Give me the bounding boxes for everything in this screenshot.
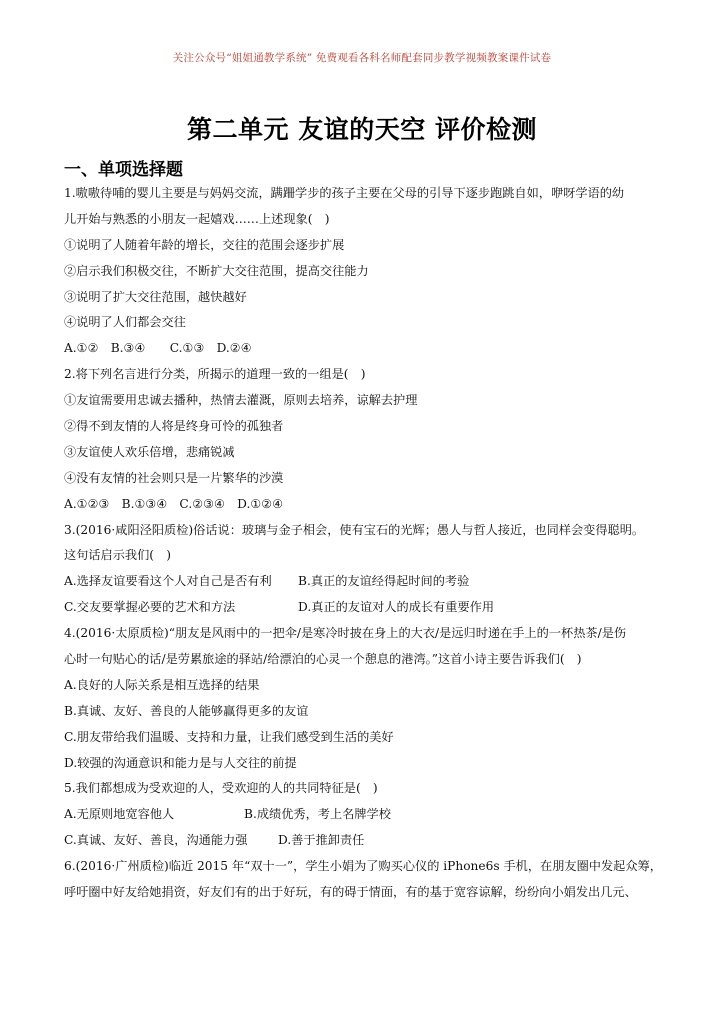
answer-option: D.真正的友谊对人的成长有重要作用 <box>298 600 495 615</box>
answer-options: A.①②③ B.①③④ C.②③④ D.①②④ <box>64 496 284 511</box>
answer-option: C.真诚、友好、善良，沟通能力强 <box>64 833 248 848</box>
answer-option: C.交友要掌握必要的艺术和方法 <box>64 600 236 615</box>
question-2 <box>64 362 668 517</box>
statement-item: ③友谊使人欢乐倍增，悲痛锐减 <box>64 444 235 459</box>
question-stem-line: 4.(2016·太原质检)“朋友是风雨中的一把伞/是寒冷时披在身上的大衣/是远归时递在手上的一杯热茶/是伤 <box>64 626 627 641</box>
document-title: 第二单元 友谊的天空 评价检测 <box>187 115 537 144</box>
answer-option: B.真诚、友好、善良的人能够赢得更多的友谊 <box>64 703 309 718</box>
statement-item: ④没有友情的社会则只是一片繁华的沙漠 <box>64 470 284 485</box>
answer-option: B.成绩优秀，考上名牌学校 <box>244 807 391 822</box>
question-stem-line: 这句话启示我们( ) <box>64 548 172 563</box>
answer-options: A.①② B.③④ C.①③ D.②④ <box>64 341 252 356</box>
answer-option-row <box>64 569 668 595</box>
question-3 <box>64 518 668 622</box>
question-stem-line: 呼吁圈中好友给她捐资，好友们有的出于好玩，有的碍于情面，有的基于宽容谅解，纷纷向小娟发出几元、 <box>64 885 637 900</box>
question-stem-line: 儿开始与熟悉的小朋友一起嬉戏……上述现象( ) <box>64 211 330 226</box>
statement-item: ②得不到友情的人将是终身可怜的孤独者 <box>64 419 284 434</box>
answer-option: A.良好的人际关系是相互选择的结果 <box>64 677 260 692</box>
answer-option: C.朋友带给我们温暖、支持和力量，让我们感受到生活的美好 <box>64 729 394 744</box>
answer-option-row <box>64 802 668 828</box>
question-6 <box>64 854 668 906</box>
question-stem-line: 2.将下列名言进行分类，所揭示的道理一致的一组是( ) <box>64 367 366 382</box>
statement-item: ①友谊需要用忠诚去播种，热情去灌溉，原则去培养，谅解去护理 <box>64 393 418 408</box>
answer-option-row <box>64 828 668 854</box>
question-stem-line: 3.(2016·咸阳泾阳质检)俗话说：玻璃与金子相会，使有宝石的光辉；愚人与哲人接近，也同样会变得聪明。 <box>64 522 645 537</box>
statement-item: ③说明了扩大交往范围，越快越好 <box>64 289 247 304</box>
statement-item: ④说明了人们都会交往 <box>64 315 186 330</box>
header-banner: 关注公众号“姐姐通教学系统” 免费观看各科名师配套同步教学视频教案课件试卷 <box>172 52 552 64</box>
question-stem-line: 6.(2016·广州质检)临近 2015 年“双十一”，学生小娟为了购买心仪的 iPhone6s 手机，在朋友圈中发起众筹， <box>64 859 662 874</box>
answer-option: A.选择友谊要看这个人对自己是否有利 <box>64 574 272 589</box>
question-list <box>64 181 668 906</box>
question-5 <box>64 776 668 854</box>
statement-item: ②启示我们积极交往，不断扩大交往范围，提高交往能力 <box>64 263 369 278</box>
answer-option: D.善于推卸责任 <box>278 833 365 848</box>
answer-option-row <box>64 595 668 621</box>
question-stem-line: 心时一句贴心的话/是劳累旅途的驿站/给漂泊的心灵一个憩息的港湾。”这首小诗主要告诉我们( ) <box>64 652 582 667</box>
answer-option: B.真正的友谊经得起时间的考验 <box>298 574 470 589</box>
statement-item: ①说明了人随着年龄的增长，交往的范围会逐步扩展 <box>64 237 345 252</box>
section-heading: 一、单项选择题 <box>64 160 183 180</box>
question-1 <box>64 181 668 362</box>
answer-option: D.较强的沟通意识和能力是与人交往的前提 <box>64 755 297 770</box>
question-stem-line: 5.我们都想成为受欢迎的人，受欢迎的人的共同特征是( ) <box>64 781 378 796</box>
question-stem-line: 1.嗷嗷待哺的婴儿主要是与妈妈交流，蹒跚学步的孩子主要在父母的引导下逐步跑跳自如，咿呀学语的幼 <box>64 186 625 200</box>
answer-option: A.无原则地宽容他人 <box>64 807 175 822</box>
question-4 <box>64 621 668 776</box>
